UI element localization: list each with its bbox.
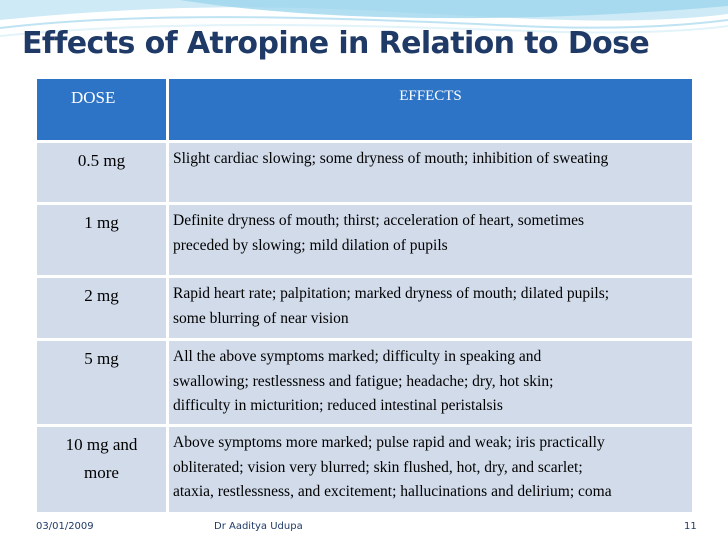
effects-text: some blurring of near vision xyxy=(173,309,349,327)
table-row xyxy=(37,143,692,202)
effects-cell xyxy=(169,278,692,338)
effects-text: swallowing; restlessness and fatigue; headache; dry, hot skin; xyxy=(173,372,554,390)
effects-text: All the above symptoms marked; difficulty in speaking and xyxy=(173,348,542,365)
dose-text: 5 mg xyxy=(84,349,119,368)
footer-page-number: 11 xyxy=(684,521,697,532)
effects-text: ataxia, restlessness, and excitement; hallucinations and delirium; coma xyxy=(173,483,612,500)
header-dose: DOSE xyxy=(37,79,169,140)
footer-author: Dr Aaditya Udupa xyxy=(214,521,303,532)
dose-cell xyxy=(37,278,169,338)
effects-text: preceded by slowing; mild dilation of pupils xyxy=(173,236,448,254)
effects-cell xyxy=(169,205,692,275)
dose-cell xyxy=(37,205,169,275)
dose-text: 0.5 mg xyxy=(77,151,126,170)
table-row xyxy=(37,205,692,275)
header-effects: EFFECTS xyxy=(169,79,692,140)
table-row xyxy=(37,427,692,512)
effects-text: Above symptoms more marked; pulse rapid and weak; iris practically xyxy=(173,434,605,451)
dose-effects-table xyxy=(37,76,692,515)
dose-cell xyxy=(37,143,169,202)
table-row xyxy=(37,278,692,338)
effects-text: Definite dryness of mouth; thirst; acceleration of heart, sometimes xyxy=(173,212,585,229)
effects-cell xyxy=(169,143,692,202)
effects-text: Slight cardiac slowing; some dryness of mouth; inhibition of sweating xyxy=(173,150,609,167)
table-row xyxy=(37,341,692,424)
effects-cell xyxy=(169,427,692,512)
dose-cell xyxy=(37,427,169,512)
dose-text: 2 mg xyxy=(84,286,119,305)
dose-cell xyxy=(37,341,169,424)
effects-text: difficulty in micturition; reduced intestinal peristalsis xyxy=(173,397,503,414)
dose-text: 10 mg and xyxy=(65,435,138,454)
effects-cell xyxy=(169,341,692,424)
table-header-row xyxy=(37,79,692,140)
effects-text: Rapid heart rate; palpitation; marked dryness of mouth; dilated pupils; xyxy=(173,285,610,302)
slide-title: Effects of Atropine in Relation to Dose xyxy=(22,26,650,61)
footer-date: 03/01/2009 xyxy=(36,521,94,532)
dose-text: more xyxy=(84,463,119,482)
dose-text: 1 mg xyxy=(84,213,119,232)
effects-text: obliterated; vision very blurred; skin flushed, hot, dry, and scarlet; xyxy=(173,458,583,476)
